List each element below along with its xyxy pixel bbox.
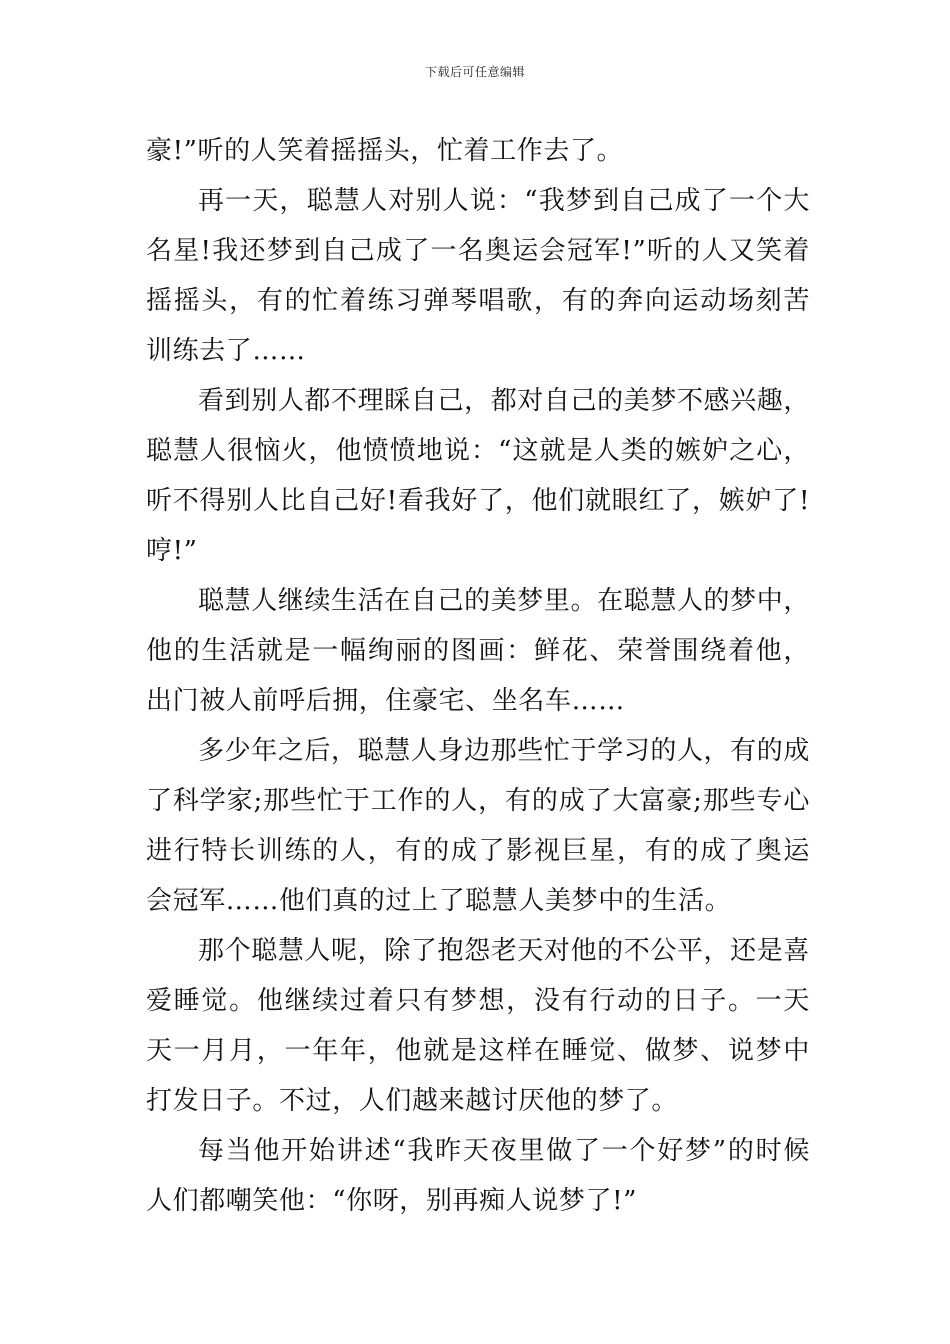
paragraph: 看到别人都不理睬自己，都对自己的美梦不感兴趣，聪慧人很恼火，他愤愤地说：“这就是人类的嫉妒之心，听不得别人比自己好!看我好了，他们就眼红了，嫉妒了!哼!” xyxy=(146,386,810,566)
paragraph: 那个聪慧人呢，除了抱怨老天对他的不公平，还是喜爱睡觉。他继续过着只有梦想，没有行动的日子。一天天一月月，一年年，他就是这样在睡觉、做梦、说梦中打发日子。不过，人们越来越讨厌他的梦了。 xyxy=(146,936,810,1116)
paragraph: 多少年之后，聪慧人身边那些忙于学习的人，有的成了科学家;那些忙于工作的人，有的成了大富豪;那些专心进行特长训练的人，有的成了影视巨星，有的成了奥运会冠军……他们真的过上了聪慧人美梦中的生活。 xyxy=(146,736,810,916)
paragraph-continuation: 豪!”听的人笑着摇摇头，忙着工作去了。 xyxy=(146,136,624,166)
article-body xyxy=(146,126,810,1226)
page-header-note: 下载后可任意编辑 xyxy=(424,65,525,79)
paragraph: 再一天，聪慧人对别人说：“我梦到自己成了一个大名星!我还梦到自己成了一名奥运会冠军!”听的人又笑着摇摇头，有的忙着练习弹琴唱歌，有的奔向运动场刻苦训练去了…… xyxy=(146,186,810,366)
paragraph: 每当他开始讲述“我昨天夜里做了一个好梦”的时候人们都嘲笑他：“你呀，别再痴人说梦了!” xyxy=(146,1136,810,1216)
paragraph: 聪慧人继续生活在自己的美梦里。在聪慧人的梦中，他的生活就是一幅绚丽的图画：鲜花、荣誉围绕着他，出门被人前呼后拥，住豪宅、坐名车…… xyxy=(146,586,810,716)
